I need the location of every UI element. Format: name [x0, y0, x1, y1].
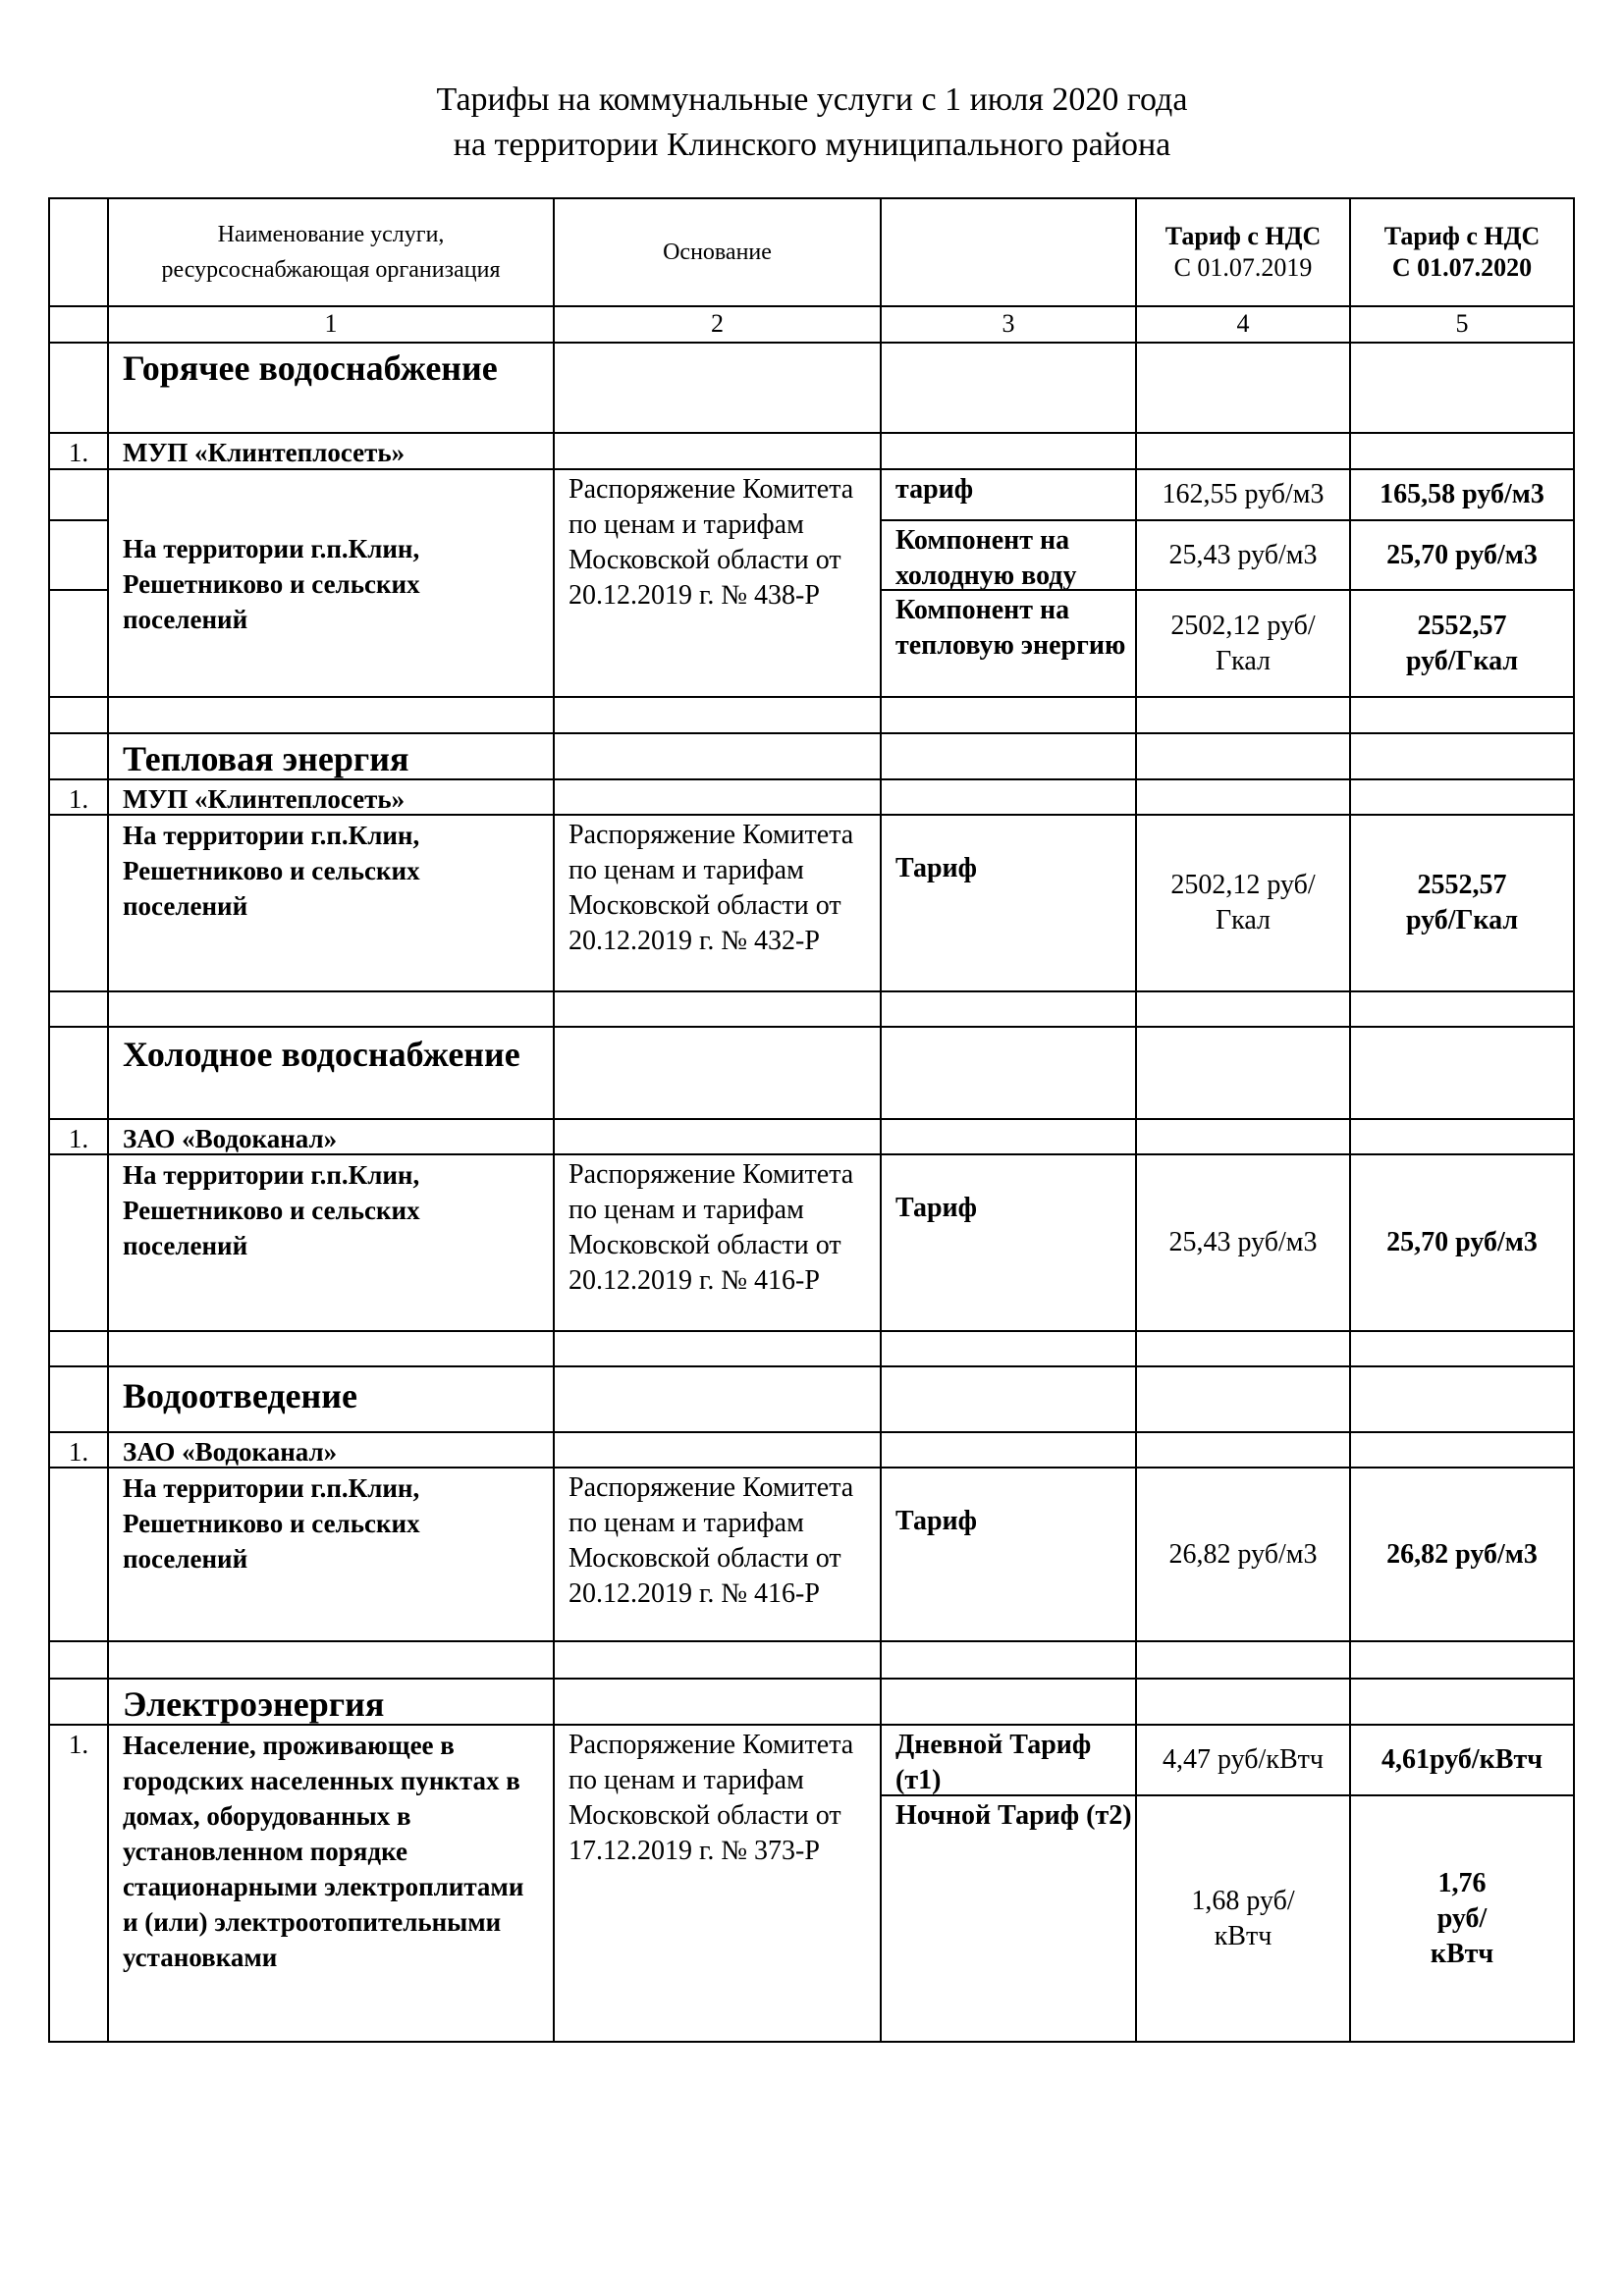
tariff-2019-value: 2502,12 руб/Гкал — [1135, 814, 1349, 990]
table-row — [48, 1724, 1575, 2041]
spacer-row — [48, 1330, 1575, 1365]
header-col3 — [880, 197, 1135, 305]
tariff-2020-value: 2552,57 руб/Гкал — [1349, 589, 1575, 696]
territory-description: Население, проживающее в городских населенных пунктах в домах, оборудованных в установленном порядке стационарными электроплитами и (или) электроотопительными установками — [107, 1724, 553, 2041]
tariff-2019-value: 1,68 руб/кВтч — [1135, 1794, 1349, 2041]
basis-document: Распоряжение Комитета по ценам и тарифам Московской области от 20.12.2019 г. № 438-Р — [553, 468, 880, 696]
section-title: Водоотведение — [107, 1365, 553, 1431]
territory-description: На территории г.п.Клин, Решетниково и сельских поселений — [107, 1467, 553, 1640]
basis-document: Распоряжение Комитета по ценам и тарифам Московской области от 20.12.2019 г. № 416-Р — [553, 1153, 880, 1330]
territory-description: На территории г.п.Клин, Решетниково и сельских поселений — [107, 1153, 553, 1330]
organization-name: ЗАО «Водоканал» — [107, 1118, 553, 1153]
tariff-2020-value: 2552,57 руб/Гкал — [1349, 814, 1575, 990]
tariff-2020-value: 25,70 руб/м3 — [1349, 519, 1575, 589]
section-row-hot-water — [48, 342, 1575, 432]
table-row — [48, 814, 1575, 990]
section-title: Электроэнергия — [107, 1678, 553, 1724]
tariff-2020-value: 4,61руб/кВтч — [1349, 1724, 1575, 1794]
tariff-2020-value: 26,82 руб/м3 — [1349, 1467, 1575, 1640]
tariff-label: Тариф — [880, 814, 1135, 990]
row-number: 1. — [48, 778, 107, 814]
tariff-2019-value: 25,43 руб/м3 — [1135, 519, 1349, 589]
document-title-line-2: на территории Клинского муниципального района — [453, 127, 1171, 163]
document-title-line-1: Тарифы на коммунальные услуги с 1 июля 2020 года — [436, 81, 1188, 118]
tariff-2020-value: 1,76 руб/кВтч — [1349, 1794, 1575, 2041]
tariff-label: Ночной Тариф (т2) — [880, 1794, 1135, 2041]
header-tariff-2019-date: С 01.07.2019 — [1173, 253, 1313, 282]
column-number: 4 — [1135, 305, 1349, 342]
section-row-sewerage — [48, 1365, 1575, 1431]
section-row-electricity — [48, 1678, 1575, 1724]
row-number: 1. — [48, 1724, 107, 2041]
org-row — [48, 1431, 1575, 1467]
tariff-2019-value: 26,82 руб/м3 — [1135, 1467, 1349, 1640]
column-number: 5 — [1349, 305, 1575, 342]
header-tariff-2020-date: С 01.07.2020 — [1391, 253, 1533, 282]
column-number: 1 — [107, 305, 553, 342]
tariff-label: Компонент на холодную воду — [880, 519, 1135, 589]
table-row — [48, 1153, 1575, 1330]
column-number-row — [48, 305, 1575, 342]
tariff-label: Дневной Тариф (т1) — [880, 1724, 1135, 1794]
basis-document: Распоряжение Комитета по ценам и тарифам Московской области от 20.12.2019 г. № 416-Р — [553, 1467, 880, 1640]
row-number: 1. — [48, 1431, 107, 1467]
tariff-2019-value: 162,55 руб/м3 — [1135, 468, 1349, 519]
tariff-label: Тариф — [880, 1153, 1135, 1330]
section-title: Тепловая энергия — [107, 732, 553, 778]
tariff-2019-value: 2502,12 руб/Гкал — [1135, 589, 1349, 696]
table-bottom-border — [48, 2041, 1575, 2043]
tariff-label: тариф — [880, 468, 1135, 519]
header-basis: Основание — [553, 197, 880, 305]
header-tariff-2019-label: Тариф с НДС — [1164, 222, 1322, 250]
header-tariff-2020-label: Тариф с НДС — [1383, 222, 1541, 250]
header-tariff-2020 — [1349, 197, 1575, 305]
organization-name: МУП «Клинтеплосеть» — [107, 778, 553, 814]
tariff-label: Компонент на тепловую энергию — [880, 589, 1135, 696]
territory-description: На территории г.п.Клин, Решетниково и сельских поселений — [107, 814, 553, 990]
org-row — [48, 778, 1575, 814]
spacer-row — [48, 696, 1575, 732]
basis-document: Распоряжение Комитета по ценам и тарифам Московской области от 20.12.2019 г. № 432-Р — [553, 814, 880, 990]
territory-description: На территории г.п.Клин, Решетниково и сельских поселений — [107, 468, 553, 696]
section-title: Горячее водоснабжение — [107, 342, 553, 432]
basis-document: Распоряжение Комитета по ценам и тарифам Московской области от 17.12.2019 г. № 373-Р — [553, 1724, 880, 2041]
section-row-cold-water — [48, 1026, 1575, 1118]
row-number: 1. — [48, 1118, 107, 1153]
table-row — [48, 468, 1575, 696]
spacer-row — [48, 990, 1575, 1026]
spacer-row — [48, 1640, 1575, 1678]
table-row — [48, 1467, 1575, 1640]
section-row-heat — [48, 732, 1575, 778]
org-row — [48, 432, 1575, 468]
column-number: 2 — [553, 305, 880, 342]
table-header-row — [48, 197, 1575, 305]
column-number: 3 — [880, 305, 1135, 342]
organization-name: ЗАО «Водоканал» — [107, 1431, 553, 1467]
tariff-label: Тариф — [880, 1467, 1135, 1640]
section-title: Холодное водоснабжение — [107, 1026, 553, 1118]
tariff-2019-value: 4,47 руб/кВтч — [1135, 1724, 1349, 1794]
tariff-2019-value: 25,43 руб/м3 — [1135, 1153, 1349, 1330]
tariff-2020-value: 165,58 руб/м3 — [1349, 468, 1575, 519]
tariff-2020-value: 25,70 руб/м3 — [1349, 1153, 1575, 1330]
row-number: 1. — [48, 432, 107, 468]
header-service-name: Наименование услуги, ресурсоснабжающая организация — [107, 197, 553, 305]
header-tariff-2019 — [1135, 197, 1349, 305]
organization-name: МУП «Клинтеплосеть» — [107, 432, 553, 468]
org-row — [48, 1118, 1575, 1153]
